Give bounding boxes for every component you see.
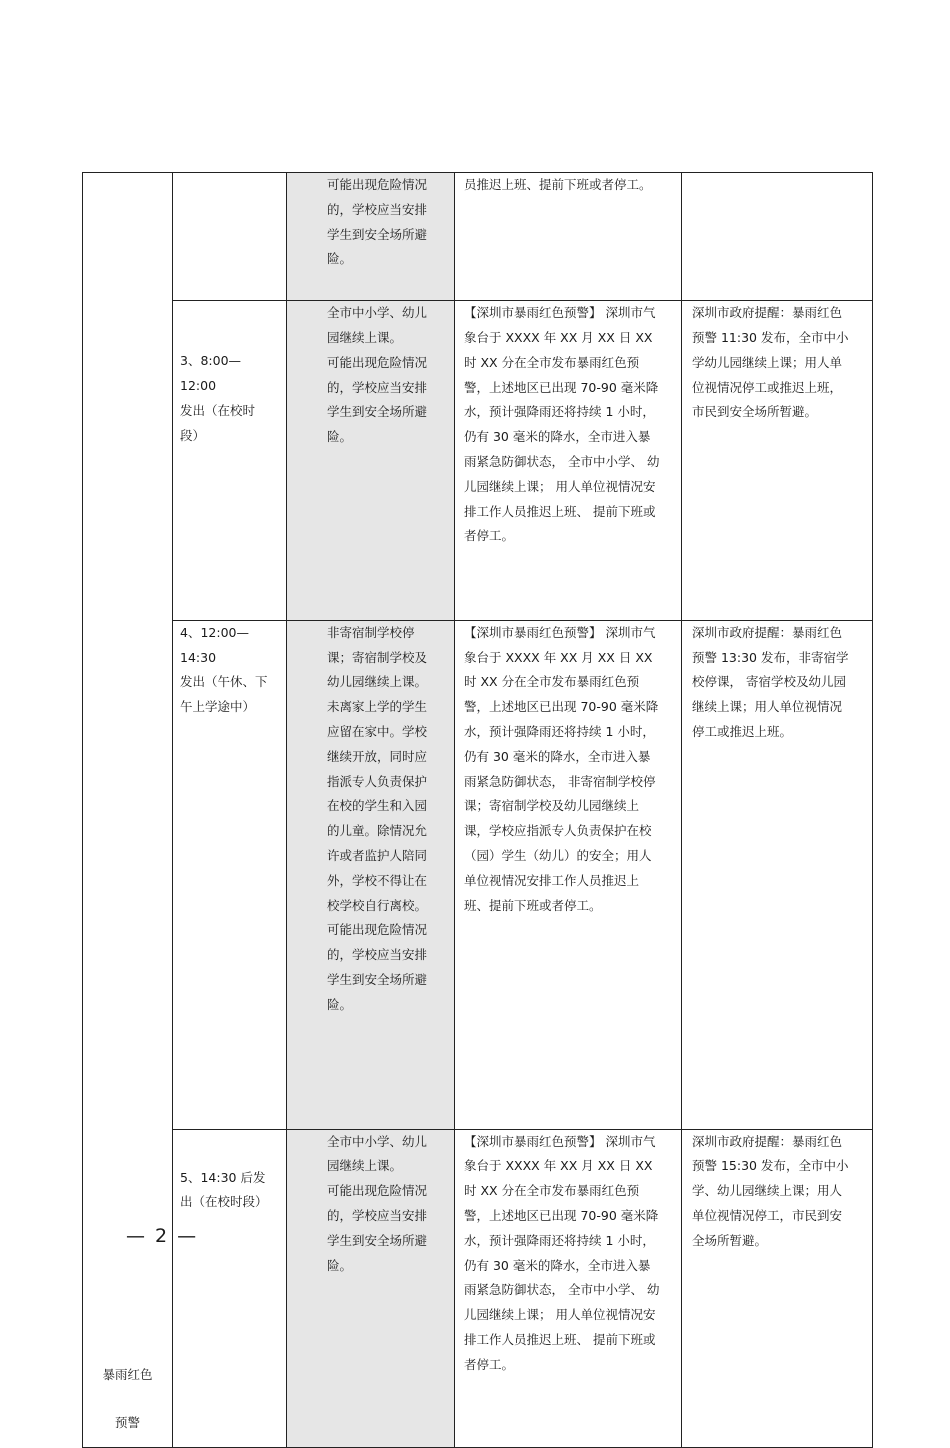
government-reminder-cell: 深圳市政府提醒：暴雨红色 预警 11:30 发布，全市中小 学幼儿园继续上课；用人单 位视情况停工或推迟上班， 市民到安全场所暂避。 xyxy=(682,301,873,621)
school-measure-cell: 全市中小学、幼儿 园继续上课。 可能出现危险情况 的，学校应当安排 学生到安全场所避 险。 xyxy=(287,301,455,621)
issue-time-cell: 4、12:00— 14:30 发出（午休、下 午上学途中） xyxy=(173,620,287,1129)
government-reminder-cell: 深圳市政府提醒：暴雨红色 预警 15:30 发布，全市中小 学、幼儿园继续上课；用人 单位视情况停工，市民到安 全场所暂避。 xyxy=(682,1129,873,1447)
warning-notice-cell: 【深圳市暴雨红色预警】 深圳市气 象台于 XXXX 年 XX 月 XX 日 XX 时 XX 分在全市发布暴雨红色预 警，上述地区已出现 70-90 毫米降 水，预计强降雨还将持续 1 小时， 仍有 30 毫米的降水，全市进入暴 雨紧急防御状态， 非寄宿制学校停 课；寄宿制学校及幼儿园继续上 课，学校应指派专人负责保护在校 （园）学生（幼儿）的安全；用人 单位视情况安排工作人员推迟上 班、提前下班或者停工。 xyxy=(455,620,682,1129)
issue-time-cell: 3、8:00— 12:00 发出（在校时 段） xyxy=(173,301,287,621)
government-reminder-cell xyxy=(682,173,873,301)
government-reminder-cell: 深圳市政府提醒：暴雨红色 预警 13:30 发布，非寄宿学 校停课， 寄宿学校及幼儿园 继续上课；用人单位视情况 停工或推迟上班。 xyxy=(682,620,873,1129)
warning-level-label: 暴雨红色 预警 xyxy=(102,1367,153,1430)
warning-notice-cell: 【深圳市暴雨红色预警】 深圳市气 象台于 XXXX 年 XX 月 XX 日 XX 时 XX 分在全市发布暴雨红色预 警，上述地区已出现 70-90 毫米降 水，预计强降雨还将持续 1 小时， 仍有 30 毫米的降水，全市进入暴 雨紧急防御状态， 全市中小学、 幼 儿园继续上课； 用人单位视情况安 排工作人员推迟上班、 提前下班或 者停工。 xyxy=(455,301,682,621)
warning-level-cell xyxy=(83,173,173,1448)
warning-notice-cell: 【深圳市暴雨红色预警】 深圳市气 象台于 XXXX 年 XX 月 XX 日 XX 时 XX 分在全市发布暴雨红色预 警，上述地区已出现 70-90 毫米降 水，预计强降雨还将持续 1 小时， 仍有 30 毫米的降水，全市进入暴 雨紧急防御状态， 全市中小学、 幼 儿园继续上课； 用人单位视情况安 排工作人员推迟上班、 提前下班或 者停工。 xyxy=(455,1129,682,1447)
school-measure-cell: 全市中小学、幼儿 园继续上课。 可能出现危险情况 的，学校应当安排 学生到安全场所避 险。 xyxy=(287,1129,455,1447)
table-row xyxy=(83,620,873,1129)
table-row xyxy=(83,301,873,621)
table-row xyxy=(83,173,873,301)
warning-notice-cell: 员推迟上班、提前下班或者停工。 xyxy=(455,173,682,301)
page-number: — 2 — xyxy=(126,1225,199,1247)
school-measure-cell: 可能出现危险情况 的，学校应当安排 学生到安全场所避 险。 xyxy=(287,173,455,301)
table-row xyxy=(83,1129,873,1447)
school-measure-cell: 非寄宿制学校停 课；寄宿制学校及 幼儿园继续上课。 未离家上学的学生 应留在家中。学校 继续开放，同时应 指派专人负责保护 在校的学生和入园 的儿童。除情况允 许或者监护人陪同 外，学校不得让在 校学校自行离校。 可能出现危险情况 的，学校应当安排 学生到安全场所避 险。 xyxy=(287,620,455,1129)
issue-time-cell: 5、14:30 后发 出（在校时段） xyxy=(173,1129,287,1447)
issue-time-cell xyxy=(173,173,287,301)
warning-table xyxy=(82,172,873,1448)
